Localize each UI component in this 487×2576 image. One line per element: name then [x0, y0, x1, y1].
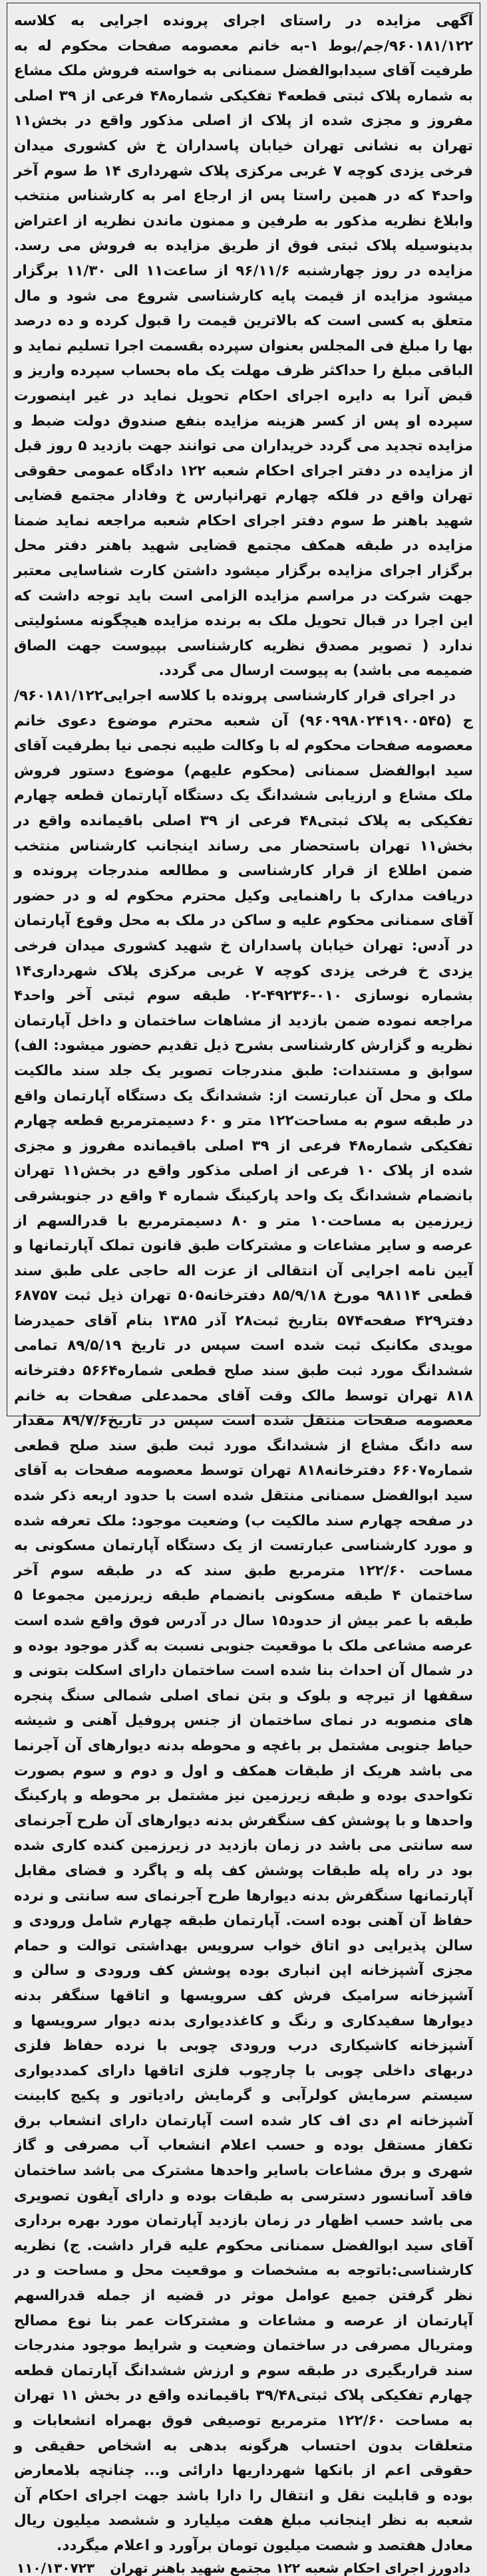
auction-notice-clipping — [7, 3, 480, 2576]
notice-footer — [14, 2559, 473, 2576]
reference-code: ۱۱۰/۱۳۰۷۲۳ — [17, 2559, 95, 2576]
notice-body — [14, 9, 473, 2559]
notice-announcement-paragraph: آگهی مزایده در راستای اجرای پرونده اجرایی به کلاسه ۹۶۰۱۸۱/۱۲۲/جم/بوط ۱-به خانم معصومه صفحات محکوم له به طرفیت آقای سیدابوالفضل سمنانی به خواسته فروش ملک مشاع به شماره پلاک ثبتی قطعه۴ تفکیکی شماره۴۸ فرعی از ۳۹ اصلی مفروز و مجزی شده از پلاک از اصلی مذکور واقع در بخش۱۱ تهران به نشانی تهران خیابان پاسداران خ ش کشوری میدان فرخی یزدی کوچه ۷ غربی مرکزی پلاک شهرداری ۱۴ ط سوم آخر واحد۴ که در همین راستا پس از ارجاع امر به کارشناس منتخب وابلاغ نظریه مذکور به طرفین و ممنون ماندن نظریه از اعتراض بدینوسیله پلاک ثبتی فوق از طریق مزایده به فروش می رسد. مزایده در روز چهارشنبه ۹۶/۱۱/۶ از ساعت۱۱ الی ۱۱/۳۰ برگزار میشود مزایده از قیمت پایه کارشناسی شروع می شود و مال متعلق به کسی است که بالاترین قیمت را قبول کرده و ده درصد بها را مبلغ فی المجلس بعنوان سپرده بقسمت اجرا تسلیم نماید و الباقی مبلغ را حداکثر ظرف مهلت یک ماه بحساب سپرده واریز و قبض آنرا به دایره اجرای احکام تحویل نماید در غیر اینصورت سپرده او پس از کسر هزینه مزایده بنفع صندوق دولت ضبط و مزایده تجدید می گردد خریداران می توانند جهت بازدید ۵ روز قبل از مزایده در دفتر اجرای احکام شعبه ۱۲۲ دادگاه عمومی حقوقی تهران واقع در فلکه چهارم تهرانپارس خ وفادار مجتمع قضایی شهید باهنر ط سوم دفتر اجرای احکام شعبه مراجعه نماید ضمنا مزایده در طبقه همکف مجتمع قضایی شهید باهنر دفتر محل برگزار اجرای مزایده برگزار میشود داشتن کارت شناسایی معتبر جهت شرکت در مراسم مزایده الزامی است باید توجه داشت که این اجرا در قبال تحویل ملک به برنده مزایده هیچگونه مسئولیتی ندارد ( تصویر مصدق نظریه کارشناسی بپیوست جهت الصاق ضمیمه می باشد) به پیوست ارسال می گردد. — [14, 13, 474, 680]
issuer-signature: دادورز اجرای احکام شعبه ۱۲۲ مجتمع شهید باهنر تهران — [110, 2559, 470, 2576]
expert-report-paragraph: در اجرای قرار کارشناسی پرونده با کلاسه اجرایی۹۶۰۱۸۱/۱۲۲/ج (۹۶۰۹۹۸۰۲۴۱۹۰۰۵۴۵) آن شعبه محترم موضوع دعوی خانم معصومه صفحات محکوم له با وکالت طیبه نجمی نیا بطرفیت آقای سید ابوالفضل سمنانی (محکوم علیهم) موضوع دستور فروش ملک مشاع و ارزیابی ششدانگ یک دستگاه آپارتمان قطعه چهارم تفکیکی به پلاک ثبتی۴۸ فرعی از ۳۹ اصلی باقیمانده واقع در بخش۱۱ تهران باستحضار می رساند اینجانب کارشناس منتخب ضمن اطلاع از قرار کارشناسی و مطالعه مندرجات پرونده و دریافت مدارک با راهنمایی وکیل محترم محکوم له و در حضور آقای سمنانی محکوم علیه و ساکن در ملک به محل وقوع آپارتمان در آدس: تهران خیابان پاسداران خ شهید کشوری میدان فرخی یزدی خ فرخی یزدی کوچه ۷ غربی مرکزی پلاک شهرداری۱۴ بشماره نوسازی ۰۱۰-۴۹۲۳۶-۰۲ طبقه سوم ثبتی آخر واحد۴ مراجعه نموده ضمن بازدید از مشاهات ساختمان و داخل آپارتمان نظریه و گزارش کارشناسی بشرح ذیل تقدیم حضور میشود: الف) سوابق و مستندات: طبق مندرجات تصویر یک جلد سند مالکیت ملک و محل آن عبارتست از: ششدانگ یک دستگاه آپارتمان واقع در طبقه سوم به مساحت۱۲۲ متر و ۶۰ دسیمترمربع قطعه چهارم تفکیکی شماره۴۸ فرعی از ۳۹ اصلی باقیمانده مفروز و مجزی شده از پلاک ۱۰ فرعی از اصلی مذکور واقع در بخش۱۱ تهران بانضمام ششدانگ یک واحد پارکینگ شماره ۴ واقع در جنوبشرقی زیرزمین به مساحت۱۰ متر و ۸۰ دسیمترمربع با قدرالسهم از عرصه و سایر مشاعات و مشترکات طبق قانون تملک آپارتمانها و آیین نامه اجرایی آن انتقالی از عزت اله حاجی علی طبق سند قطعی ۹۸۱۱۴ مورخ ۸۵/۹/۱۸ دفترخانه۵۰۵ تهران ذیل ثبت ۶۸۷۵۷ دفتر۴۲۹ صفحه۵۷۴ بتاریخ ثبت۲۸ آذر ۱۳۸۵ بنام آقای حمیدرضا مویدی مکانیک ثبت شده است سپس در تاریخ ۸۹/۵/۱۹ تمامی ششدانگ مورد ثبت طبق سند صلح قطعی شماره۵۶۶۴ دفترخانه ۸۱۸ تهران توسط مالک وقت آقای محمدعلی صفحات به خانم معصومه صفحات منتقل شده است سپس در تاریخ۸۹/۷/۶ مقدار سه دانگ مشاع از ششدانگ مورد ثبت طبق سند صلح قطعی شماره۶۶۰۷ دفترخانه۸۱۸ تهران توسط معصومه صفحات به آقای سید ابوالفضل سمنانی منتقل شده است با حدود اربعه ذکر شده در صفحه چهارم سند مالکیت ب) وضعیت موجود: ملک تعرفه شده و مورد کارشناسی عبارتست از یک دستگاه آپارتمان مسکونی به مساحت ۱۲۲/۶۰ مترمربع طبق سند که در طبقه سوم آخر ساختمان ۴ طبقه مسکونی بانضمام طبقه زیرزمین مجموعا ۵ طبقه با عمر بیش از حدود۱۵ سال در آدرس فوق واقع شده است عرصه مشاعی ملک با موقعیت جنوبی نسبت به گذر موجود بوده و در شمال آن احداث بنا شده است ساختمان دارای اسکلت بتونی و سقفها از تیرچه و بلوک و بتن نمای اصلی شمالی سنگ پنجره های منصوبه در نمای ساختمان از جنس پروفیل آهنی و شیشه حیاط جنوبی مشتمل بر باغچه و محوطه بدنه دیوارهای آن آجرنما می باشد هریک از طبقات همکف و اول و دوم و سوم بصورت تکواحدی بوده و طبقه زیرزمین نیز مشتمل بر محوطه و پارکینگ واحدها و با پوشش کف سنگفرش بدنه دیوارهای آن طرح آجرنمای سه سانتی می باشد در زمان بازدید در زیرزمین کنده کاری شده بود در راه پله طبقات پوشش کف پله و پاگرد و فضای مقابل آپارتمانها سنگفرش بدنه دیوارها طرح آجرنمای سه سانتی و نرده حفاظ آن آهنی بوده است. آپارتمان طبقه چهارم شامل ورودی و سالن پذیرایی دو اتاق خواب سرویس بهداشتی توالت و حمام مجزی آشپزخانه اپن انباری بوده پوشش کف ورودی و سالن و آشپزخانه سرامیک فرش کف سرویسها و اتاقها سنگفر بدنه دیوارها سفیدکاری و رنگ و کاغذدیواری بدنه دیوار سرویسها و آشپزخانه کاشیکاری درب ورودی چوبی با نرده حفاظ فلزی دربهای داخلی چوبی با چارچوب فلزی اتاقها دارای کمددیواری سیستم سرمایش کولرآبی و گرمایش رادیاتور و پکیج کابینت آشپزخانه ام دی اف کار شده است آپارتمان دارای انشعاب برق تکفاز مستقل بوده و حسب اعلام انشعاب آب مصرفی و گاز شهری و برق مشاعات باسایر واحدها مشترک می باشد ساختمان فاقد آسانسور دسترسی به طبقات بوده و دارای آیفون تصویری می باشد حسب اظهار در زمان بازدید آپارتمان مورد بهره برداری آقای سید ابوالفضل سمنانی محکوم علیه قرار داشت. ج) نظریه کارشناسی:باتوجه به مشخصات و موقعیت محل و مساحت و در نظر گرفتن جمیع عوامل موثر در قضیه از جمله قدرالسهم آپارتمان از عرصه و مشاعات و مشترکات عمر بنا نوع مصالح ومتریال مصرفی در ساختمان وضعیت و شرایط موجود مندرجات سند قراربگیری در طبقه سوم و ارزش ششدانگ آپارتمان قطعه چهارم تفکیکی پلاک ثبتی۳۹/۴۸ باقیمانده واقع در بخش ۱۱ تهران به مساحت ۱۲۲/۶۰ مترمربع توصیفی فوق بهمراه انشعابات و متعلقات بدون احتساب هرگونه بدهی به اشخاص حقیقی و حقوقی اعم از بانکها شهرداریها دارائی و... چنانچه بلامعارض بوده و قابلیت نقل و انتقال را دارا باشد جهت اجرای احکام آن شعبه به نظر اینجانب مبلغ هفت میلیارد و ششصد میلیون ریال معادل هفتصد و شصت میلیون تومان برآورد و اعلام میگردد. — [14, 688, 474, 2554]
